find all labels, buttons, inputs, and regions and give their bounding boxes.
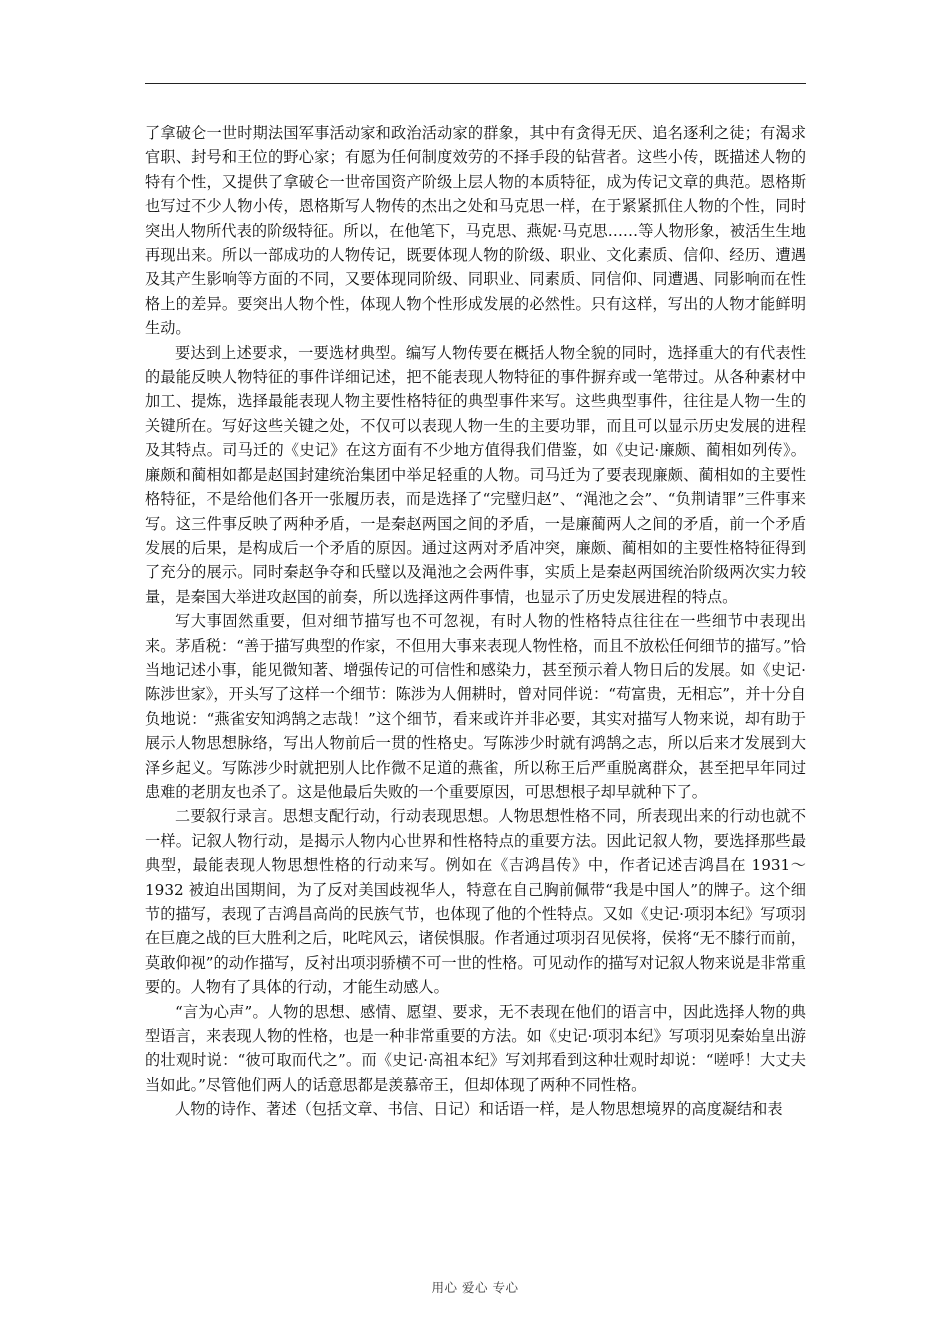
document-body [145,121,806,1122]
paragraph-2: 要达到上述要求，一要选材典型。编写人物传要在概括人物全貌的同时，选择重大的有代表性的最能反映人物特征的事件详细记述，把不能表现人物特征的事件摒弃或一笔带过。从各种素材中加工、提炼，选择最能表现人物主要性格特征的典型事件来写。这些典型事件，往往是人物一生的关键所在。写好这些关键之处，不仅可以表现人物一生的主要功罪，而且可以显示历史发展的进程及其特点。司马迁的《史记》在这方面有不少地方值得我们借鉴，如《史记·廉颇、蔺相如列传》。廉颇和蔺相如都是赵国封建统治集团中举足轻重的人物。司马迁为了要表现廉颇、蔺相如的主要性格特征，不是给他们各开一张履历表，而是选择了“完璧归赵”、“渑池之会”、“负荆请罪”三件事来写。这三件事反映了两种矛盾，一是秦赵两国之间的矛盾，一是廉蔺两人之间的矛盾，前一个矛盾发展的后果，是构成后一个矛盾的原因。通过这两对矛盾冲突，廉颇、蔺相如的主要性格特征得到了充分的展示。同时秦赵争夺和氏璧以及渑池之会两件事，实质上是秦赵两国统治阶级两次实力较量，是秦国大举进攻赵国的前奏，所以选择这两件事情，也显示了历史发展进程的特点。 [145,343,806,606]
paragraph-5: “言为心声”。人物的思想、感情、愿望、要求，无不表现在他们的语言中，因此选择人物的典型语言，来表现人物的性格，也是一种非常重要的方法。如《史记·项羽本纪》写项羽见秦始皇出游的壮观时说：“彼可取而代之”。而《史记·高祖本纪》写刘邦看到这种壮观时却说：“嗟呼！大丈夫当如此。”尽管他们两人的话意思都是羡慕帝王，但却体现了两种不同性格。 [145,1002,806,1094]
header-rule [145,83,806,84]
paragraph-1: 了拿破仑一世时期法国军事活动家和政治活动家的群象，其中有贪得无厌、追名逐利之徒；有渴求官职、封号和王位的野心家；有愿为任何制度效劳的不择手段的钻营者。这些小传，既描述人物的特有个性，又提供了拿破仑一世帝国资产阶级上层人物的本质特征，成为传记文章的典范。恩格斯也写过不少人物小传，恩格斯写人物传的杰出之处和马克思一样，在于紧紧抓住人物的个性，同时突出人物所代表的阶级特征。所以，在他笔下，马克思、燕妮·马克思……等人物形象，被活生生地再现出来。所以一部成功的人物传记，既要体现人物的阶级、职业、文化素质、信仰、经历、遭遇及其产生影响等方面的不同，又要体现同阶级、同职业、同素质、同信仰、同遭遇、同影响而在性格上的差异。要突出人物个性，体现人物个性形成发展的必然性。只有这样，写出的人物才能鲜明生动。 [145,124,806,338]
paragraph-6: 人物的诗作、著述（包括文章、书信、日记）和话语一样，是人物思想境界的高度凝结和表 [175,1100,783,1119]
paragraph-4: 二要叙行录言。思想支配行动，行动表现思想。人物思想性格不同，所表现出来的行动也就不一样。记叙人物行动，是揭示人物内心世界和性格特点的重要方法。因此记叙人物，要选择那些最典型，最能表现人物思想性格的行动来写。例如在《吉鸿昌传》中，作者记述吉鸿昌在 1931～1932 被迫出国期间，为了反对美国歧视华人，特意在自己胸前佩带“我是中国人”的牌子。这个细节的描写，表现了吉鸿昌高尚的民族气节，也体现了他的个性特点。又如《史记·项羽本纪》写项羽在巨鹿之战的巨大胜利之后，叱咤风云，诸侯惧服。作者通过项羽召见侯将，侯将“无不膝行而前，莫敢仰视”的动作描写，反衬出项羽骄横不可一世的性格。可见动作的描写对记叙人物来说是非常重要的。人物有了具体的行动，才能生动感人。 [145,807,806,997]
page-footer: 用心 爱心 专心 [431,1280,519,1295]
paragraph-3: 写大事固然重要，但对细节描写也不可忽视，有时人物的性格特点往往在一些细节中表现出来。茅盾税：“善于描写典型的作家，不但用大事来表现人物性格，而且不放松任何细节的描写。”恰当地记述小事，能见微知著、增强传记的可信性和感染力，甚至预示着人物日后的发展。如《史记·陈涉世家》，开头写了这样一个细节：陈涉为人佣耕时，曾对同伴说：“苟富贵，无相忘”，并十分自负地说：“燕雀安知鸿鹄之志哉！”这个细节，看来或许并非必要，其实对描写人物来说，却有助于展示人物思想脉络，写出人物前后一贯的性格史。写陈涉少时就有鸿鹄之志，所以后来才发展到大泽乡起义。写陈涉少时就把别人比作微不足道的燕雀，所以称王后严重脱离群众，甚至把早年同过患难的老朋友也杀了。这是他最后失败的一个重要原因，可思想根子却早就种下了。 [145,612,806,801]
